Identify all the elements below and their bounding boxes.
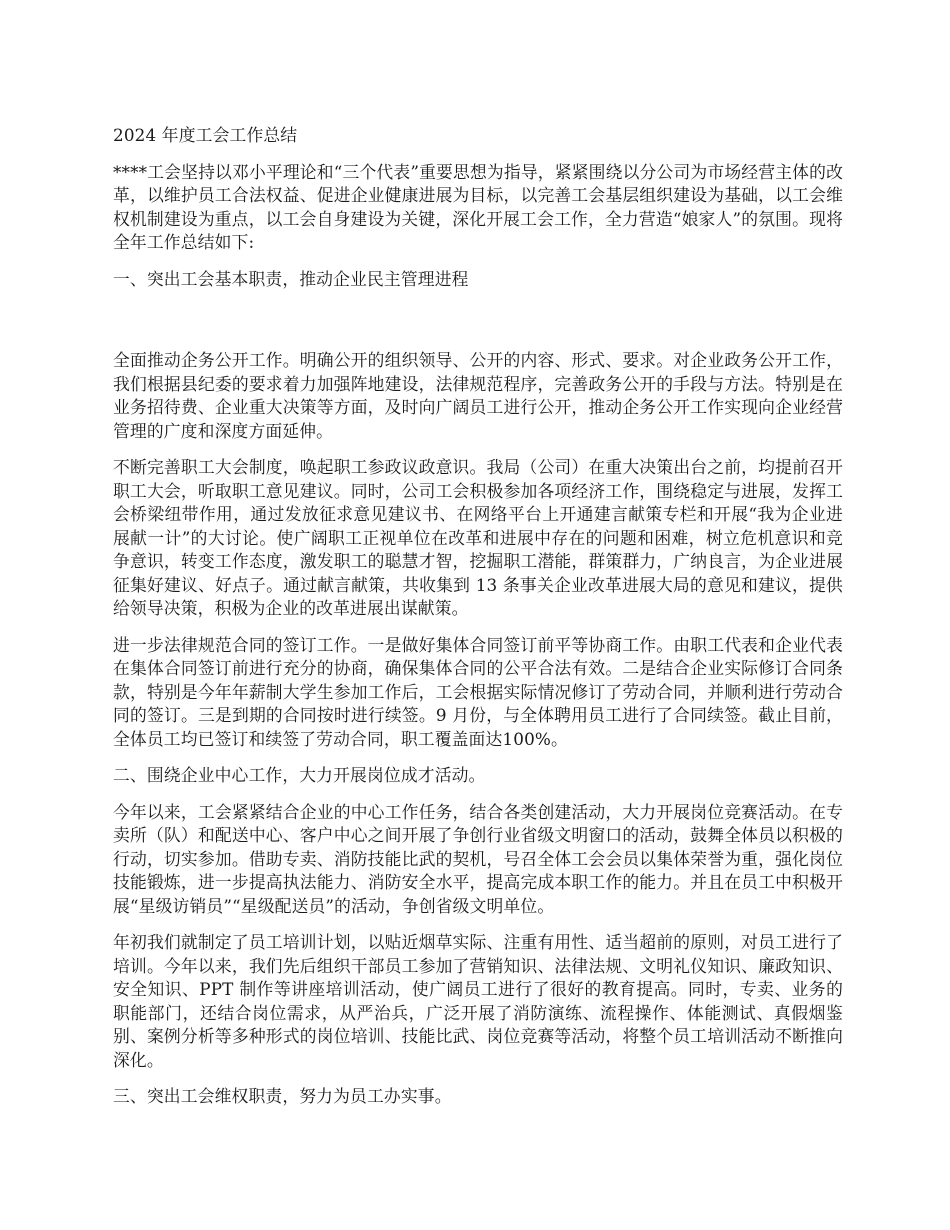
section1-paragraph-1: 全面推动企务公开工作。明确公开的组织领导、公开的内容、形式、要求。对企业政务公开工作，我们根据县纪委的要求着力加强阵地建设，法律规范程序，完善政务公开的手段与方法。特别是在业务招待费、企业重大决策等方面，及时向广阔员工进行公开，推动企务公开工作实现向企业经营管理的广度和深度方面延伸。	[113, 350, 843, 441]
document-title: 2024 年度工会工作总结	[113, 125, 298, 145]
section2-paragraph-2: 年初我们就制定了员工培训计划，以贴近烟草实际、注重有用性、适当超前的原则，对员工进行了培训。今年以来，我们先后组织干部员工参加了营销知识、法律法规、文明礼仪知识、廉政知识、安全知识、PPT 制作等讲座培训活动，使广阔员工进行了很好的教育提高。同时，专卖、业务的职能部门，还结合岗位需求，从严治兵，广泛开展了消防演练、流程操作、体能测试、真假烟鉴别、案例分析等多种形式的岗位培训、技能比武、岗位竞赛等活动，将整个员工培训活动不断推向深化。	[113, 932, 843, 1070]
section-heading-2: 二、围绕企业中心工作，大力开展岗位成才活动。	[113, 765, 486, 785]
section-heading-3: 三、突出工会维权职责，努力为员工办实事。	[113, 1086, 452, 1106]
section-heading-1: 一、突出工会基本职责，推动企业民主管理进程	[113, 268, 469, 289]
section2-paragraph-1: 今年以来，工会紧紧结合企业的中心工作任务，结合各类创建活动，大力开展岗位竞赛活动。在专卖所（队）和配送中心、客户中心之间开展了争创行业省级文明窗口的活动，鼓舞全体员以积极的行动，切实参加。借助专卖、消防技能比武的契机，号召全体工会会员以集体荣誉为重，强化岗位技能锻炼，进一步提高执法能力、消防安全水平，提高完成本职工作的能力。并且在员工中积极开展“星级访销员”“星级配送员”的活动，争创省级文明单位。	[113, 801, 843, 916]
section1-paragraph-2: 不断完善职工大会制度，唤起职工参政议政意识。我局（公司）在重大决策出台之前，均提前召开职工大会，听取职工意见建议。同时，公司工会积极参加各项经济工作，围绕稳定与进展，发挥工会桥梁纽带作用，通过发放征求意见建议书、在网络平台上开通建言献策专栏和开展“我为企业进展献一计”的大讨论。使广阔职工正视单位在改革和进展中存在的问题和困难，树立危机意识和竞争意识，转变工作态度，激发职工的聪慧才智，挖掘职工潜能，群策群力，广纳良言，为企业进展征集好建议、好点子。通过献言献策，共收集到 13 条事关企业改革进展大局的意见和建议，提供给领导决策，积极为企业的改革进展出谋献策。	[113, 457, 843, 618]
intro-paragraph: ****工会坚持以邓小平理论和“三个代表”重要思想为指导，紧紧围绕以分公司为市场经营主体的改革，以维护员工合法权益、促进企业健康进展为目标，以完善工会基层组织建设为基础，以工会维权机制建设为重点，以工会自身建设为关键，深化开展工会工作，全力营造“娘家人”的氛围。现将全年工作总结如下:	[113, 161, 843, 252]
document-body	[113, 124, 843, 1122]
blank-spacer	[113, 304, 843, 349]
section1-paragraph-3: 进一步法律规范合同的签订工作。一是做好集体合同签订前平等协商工作。由职工代表和企业代表在集体合同签订前进行充分的协商，确保集体合同的公平合法有效。二是结合企业实际修订合同条款，特别是今年年薪制大学生参加工作后，工会根据实际情况修订了劳动合同，并顺利进行劳动合同的签订。三是到期的合同按时进行续签。9 月份，与全体聘用员工进行了合同续签。截止目前，全体员工均已签订和续签了劳动合同，职工覆盖面达100%。	[113, 634, 843, 749]
